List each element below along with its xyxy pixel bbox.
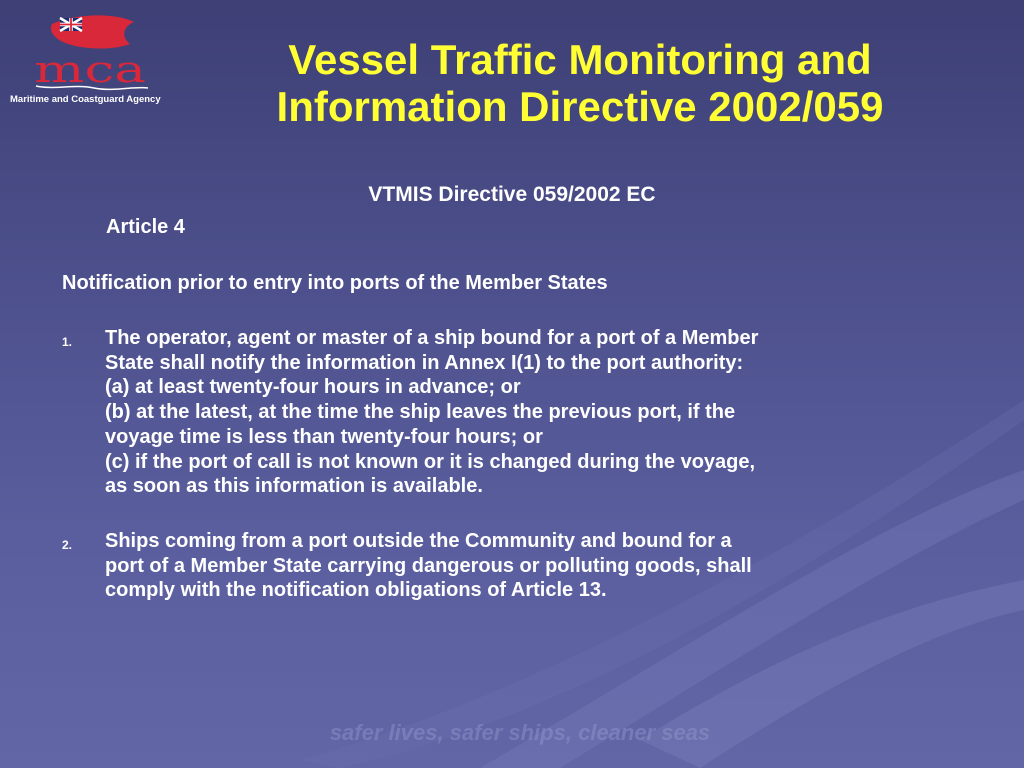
section-heading: Notification prior to entry into ports of the Member States — [62, 272, 608, 294]
page-title: Vessel Traffic Monitoring and Information Directive 2002/059 — [276, 36, 884, 130]
directive-subtitle: VTMIS Directive 059/2002 EC — [368, 183, 656, 206]
item-line: comply with the notification obligations of Article 13. — [105, 579, 607, 602]
footer-slogan: safer lives, safer ships, cleaner seas — [329, 720, 711, 745]
logo-abbrev: mca — [34, 50, 146, 91]
list-item — [62, 326, 962, 499]
item-line: port of a Member State carrying dangerous or polluting goods, shall — [105, 554, 752, 577]
item-line: (b) at the latest, at the time the ship leaves the previous port, if the — [105, 401, 736, 424]
article-label: Article 4 — [106, 216, 185, 238]
item-line: voyage time is less than twenty-four hours; or — [105, 425, 543, 448]
item-line: The operator, agent or master of a ship bound for a port of a Member — [105, 327, 759, 349]
item-line: (a) at least twenty-four hours in advance; or — [105, 376, 521, 399]
list-number: 1. — [62, 335, 73, 349]
item-line: as soon as this information is available. — [105, 475, 483, 498]
item-line: Ships coming from a port outside the Community and bound for a — [105, 529, 732, 552]
list-number: 2. — [62, 537, 73, 552]
notification-list — [62, 326, 962, 603]
mca-logo — [10, 10, 180, 110]
item-line: State shall notify the information in Annex I(1) to the port authority: — [105, 351, 744, 374]
mca-emblem-icon — [34, 10, 154, 92]
item-line: (c) if the port of call is not known or it is changed during the voyage, — [105, 450, 756, 473]
list-item — [62, 529, 962, 603]
agency-name: Maritime and Coastguard Agency — [10, 94, 161, 105]
